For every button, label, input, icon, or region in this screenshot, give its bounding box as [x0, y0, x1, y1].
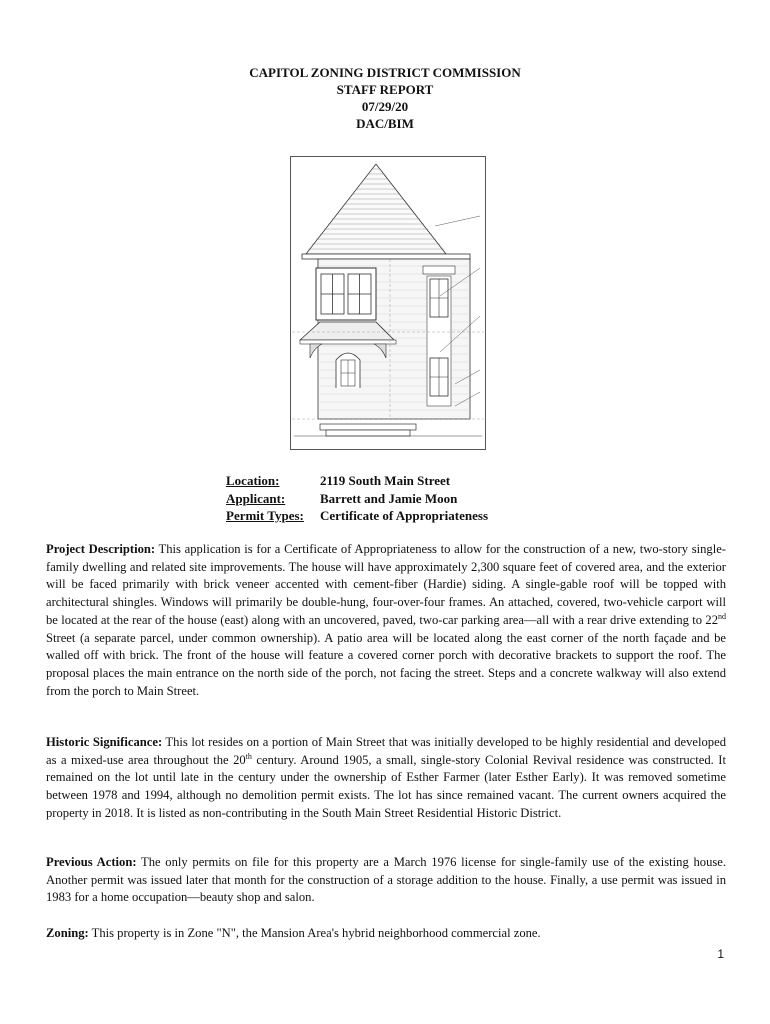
project-description-text-b: Street (a separate parcel, under common ownership). A patio area will be located along the east corner of the north façade and be walled off with brick. The front of the house will feature a covered corner porch with decorative brackets to support the roof. The proposal places the main entrance on the north side of the porch, not facing the street. Steps and a concrete walkway will also extend from the porch to Main Street. — [46, 630, 726, 698]
project-description-sup: nd — [718, 611, 726, 621]
historic-significance-heading: Historic Significance: — [46, 735, 163, 749]
historic-significance-sup: th — [245, 751, 252, 761]
report-type: STAFF REPORT — [336, 82, 434, 97]
previous-action-text: The only permits on file for this property are a March 1976 license for single-family use of the existing house. Another permit was issued later that month for the construction of a storage addition to the house. Finally, a use permit was issued in 1983 for a home occupation—beauty shop and salon. — [46, 855, 727, 905]
project-description-paragraph — [46, 541, 726, 700]
commission-title: CAPITOL ZONING DISTRICT COMMISSION — [249, 65, 521, 80]
historic-significance-text-b: century. Around 1905, a small, single-story Colonial Revival residence was constructed. It remained on the lot until late in the century under the ownership of Esther Farmer (later Esther Early). It was removed sometime between 1978 and 1994, although no demolition permit exists. The lot has since remained vacant. The current owners acquired the property in 2018. It is listed as non-contributing in the South Main Street Residential Historic District. — [46, 752, 726, 820]
project-description-heading: Project Description: — [46, 542, 156, 556]
zoning-paragraph — [46, 925, 726, 943]
previous-action-heading: Previous Action: — [46, 855, 137, 869]
permit-label: Permit Types: — [226, 508, 304, 523]
previous-action-paragraph — [46, 854, 726, 907]
location-label: Location: — [226, 473, 280, 488]
permit-value: Certificate of Appropriateness — [320, 508, 489, 523]
zoning-text: This property is in Zone "N", the Mansion Area's hybrid neighborhood commercial zone. — [88, 926, 541, 940]
permit-row — [226, 507, 488, 525]
report-date: 07/29/20 — [361, 99, 409, 114]
report-header — [0, 64, 770, 132]
zoning-heading: Zoning: — [46, 926, 89, 940]
house-elevation-drawing-icon — [290, 156, 486, 450]
page-number: 1 — [717, 947, 724, 961]
applicant-label: Applicant: — [226, 490, 286, 506]
applicant-row — [226, 490, 488, 508]
historic-significance-text-a: This lot resides on a portion of Main Street that was initially developed to be highly residential and developed as a mixed-use area throughout the 20 — [46, 735, 726, 767]
historic-significance-paragraph — [46, 734, 726, 823]
location-value: 2119 South Main Street — [320, 473, 451, 488]
location-row — [226, 472, 488, 490]
project-description-text-a: This application is for a Certificate of Appropriateness to allow for the construction of a new, two-story single-family dwelling and related site improvements. The house will have approximately 2,300 square feet of covered area, and the exterior will be faced primarily with brick veneer accented with cement-fiber (Hardie) siding. A single-gable roof will be topped with architectural shingles. Windows will primarily be double-hung, four-over-four frames. An attached, covered, two-vehicle carport will be located at the rear of the house (east) along with an uncovered, paved, two-car parking area—all with a rear drive extending to 22 — [46, 542, 726, 627]
report-authors: DAC/BIM — [356, 116, 414, 131]
applicant-value: Barrett and Jamie Moon — [320, 490, 458, 506]
project-info-block — [226, 472, 488, 525]
